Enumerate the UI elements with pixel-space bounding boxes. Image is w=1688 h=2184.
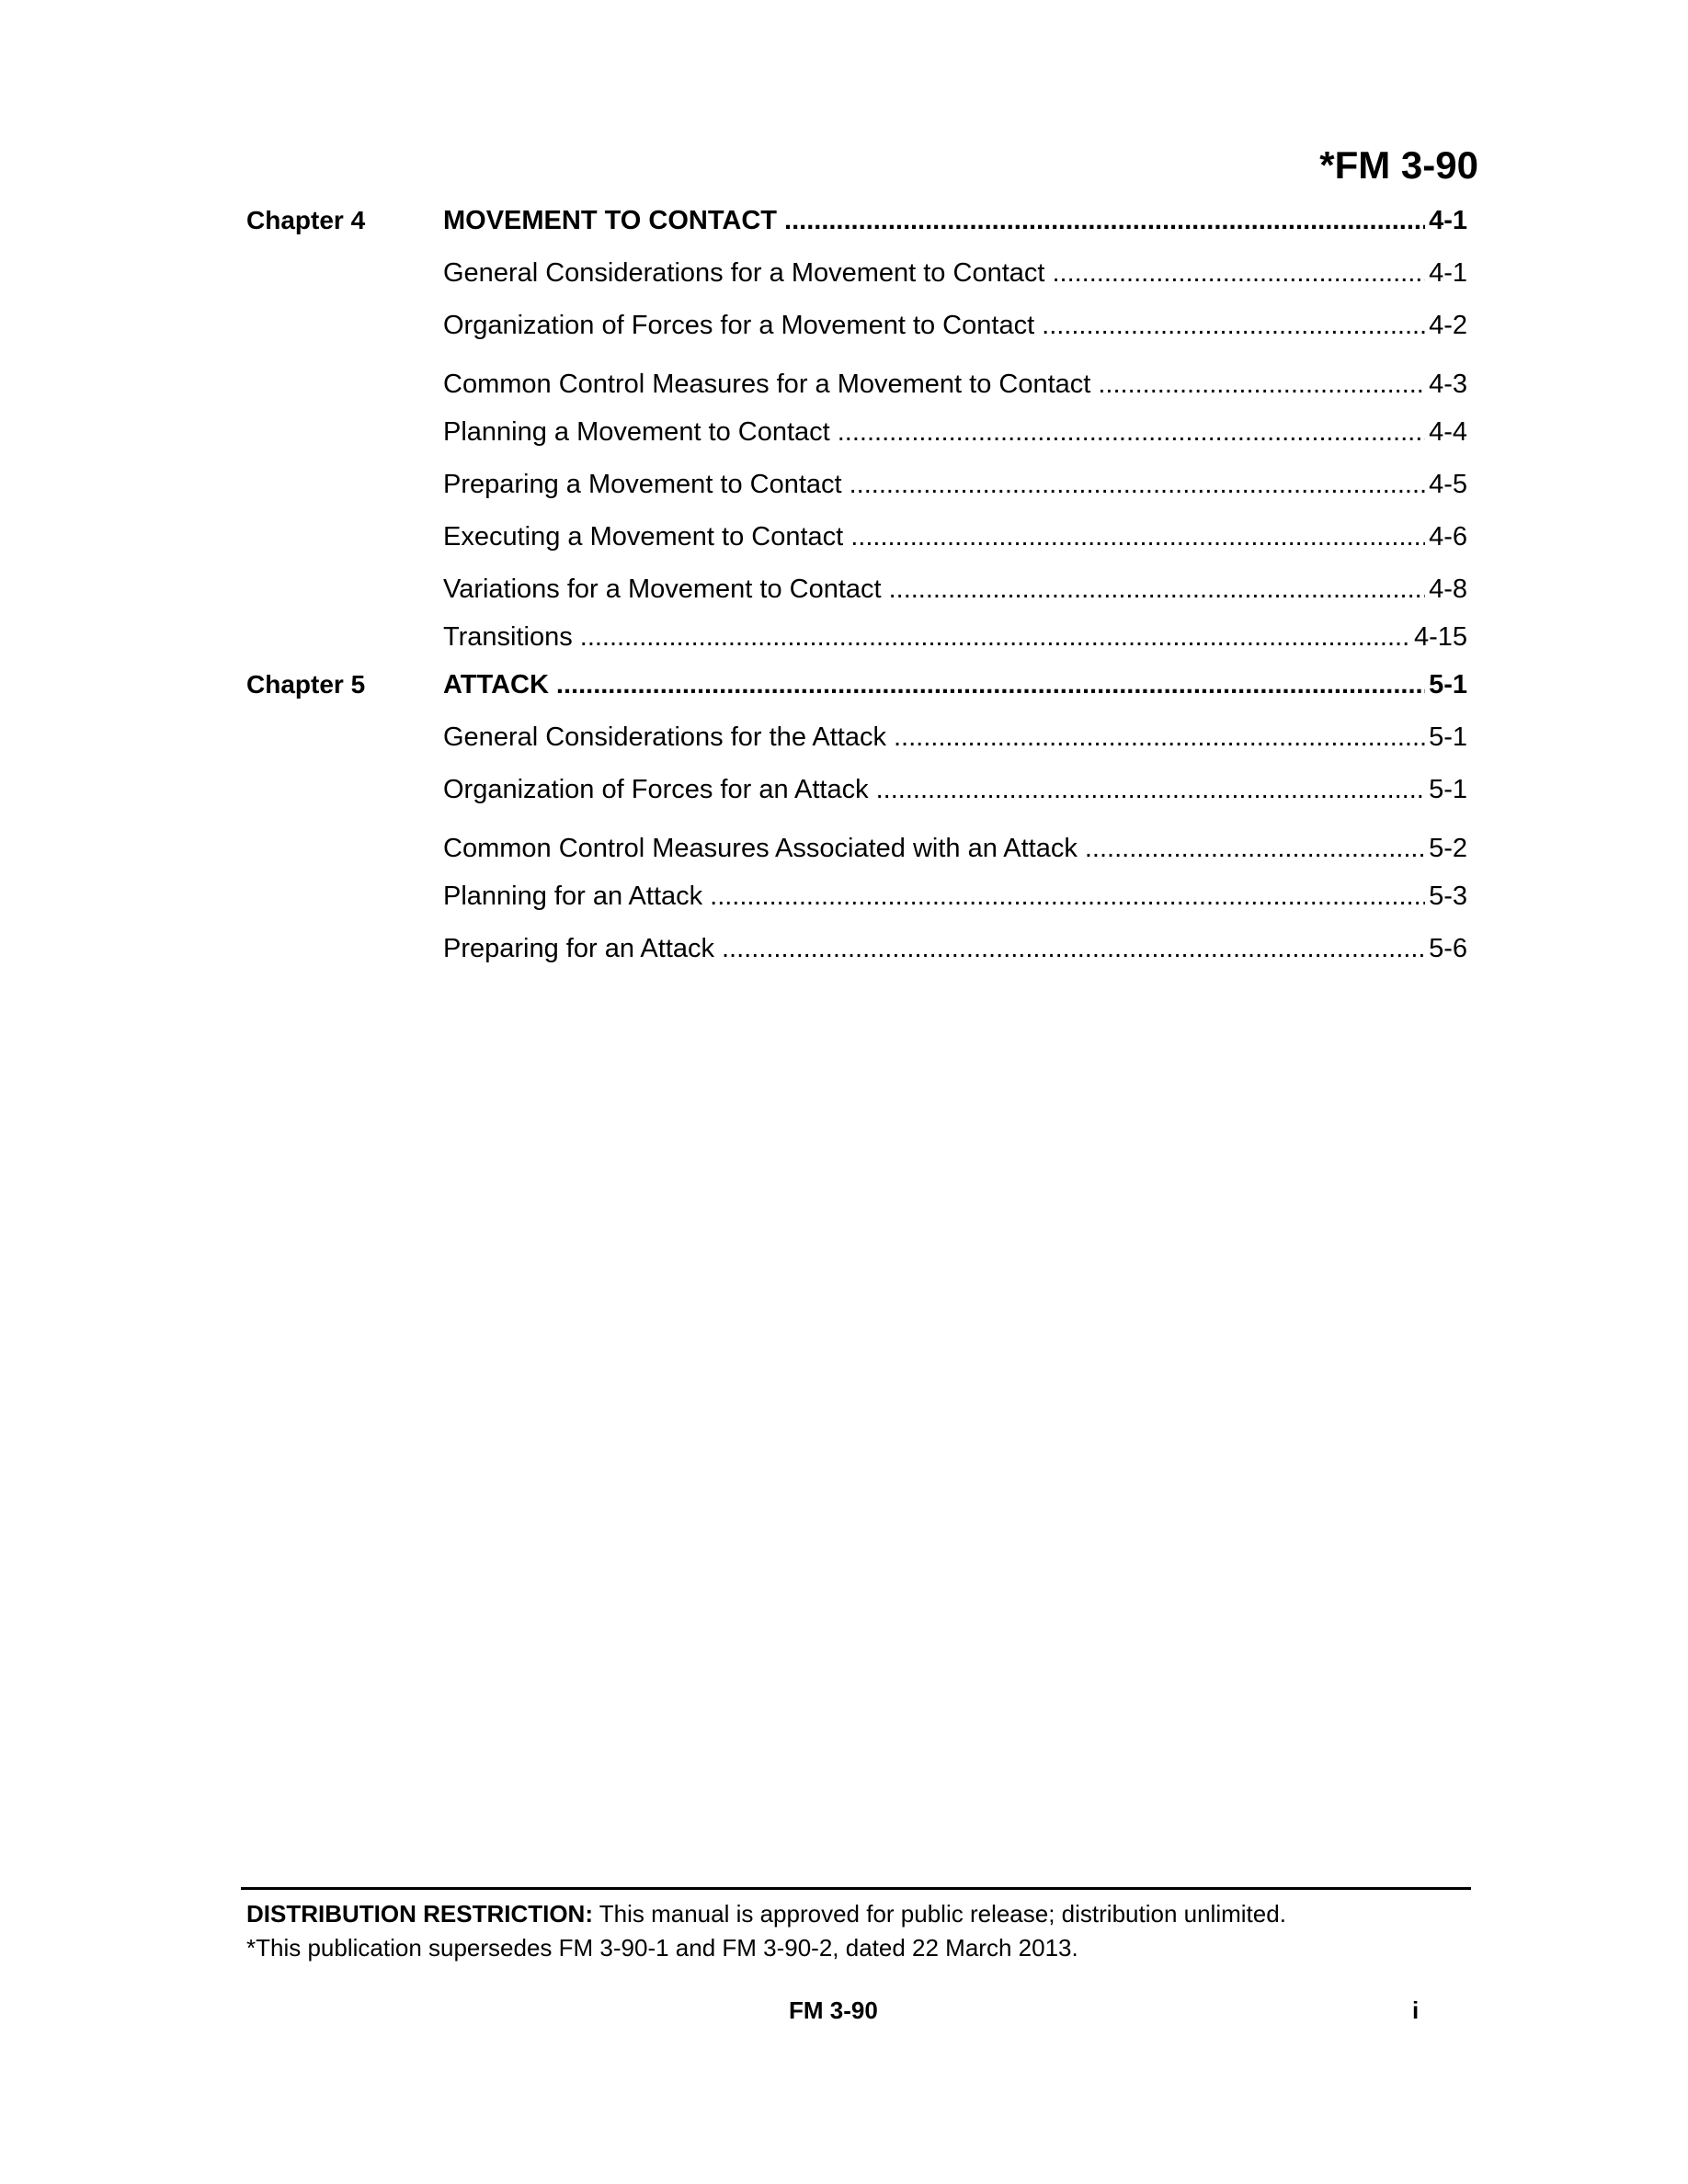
dot-leader <box>838 414 1425 450</box>
toc-section-row[interactable] <box>0 414 1688 450</box>
toc-section-row[interactable] <box>0 719 1688 756</box>
page-ref: 5-6 <box>1429 934 1467 963</box>
section-title: Organization of Forces for a Movement to Contact <box>443 311 1035 340</box>
dot-leader <box>889 571 1426 608</box>
toc-section-row[interactable] <box>0 307 1688 344</box>
page-ref: 4-5 <box>1429 470 1467 499</box>
toc-entry[interactable] <box>443 366 1467 403</box>
toc-entry[interactable] <box>443 771 1467 808</box>
section-title: Planning a Movement to Contact <box>443 417 830 447</box>
toc-entry[interactable] <box>443 518 1467 555</box>
page-ref: 4-6 <box>1429 522 1467 552</box>
chapter-label: Chapter 4 <box>246 206 366 234</box>
section-title: Transitions <box>443 622 573 652</box>
supersedes-note: *This publication supersedes FM 3-90-1 and FM 3-90-2, dated 22 March 2013. <box>246 1934 1078 1962</box>
page-ref: 4-1 <box>1429 206 1467 235</box>
toc-entry[interactable] <box>443 255 1467 291</box>
dot-leader <box>722 930 1425 967</box>
toc-entry[interactable] <box>443 719 1467 756</box>
toc-entry[interactable] <box>443 830 1467 867</box>
toc-section-row[interactable] <box>0 878 1688 915</box>
toc-section-row[interactable] <box>0 466 1688 503</box>
table-of-contents <box>0 0 1688 1011</box>
toc-entry[interactable] <box>443 202 1467 239</box>
toc-section-row[interactable] <box>0 830 1688 867</box>
page-ref: 5-1 <box>1429 670 1467 700</box>
section-title: Preparing for an Attack <box>443 934 714 963</box>
section-title: Planning for an Attack <box>443 882 703 911</box>
distribution-label: DISTRIBUTION RESTRICTION: <box>246 1900 593 1928</box>
toc-section-row[interactable] <box>0 571 1688 608</box>
page-ref: 4-3 <box>1429 370 1467 399</box>
dot-leader <box>894 719 1425 756</box>
dot-leader <box>784 202 1425 239</box>
toc-entry[interactable] <box>443 619 1467 655</box>
distribution-text: This manual is approved for public release; distribution unlimited. <box>593 1900 1286 1928</box>
document-id: *FM 3-90 <box>1319 143 1478 187</box>
page-ref: 4-2 <box>1429 311 1467 340</box>
chapter-title: ATTACK <box>443 670 549 700</box>
section-title: General Considerations for the Attack <box>443 722 886 752</box>
toc-entry[interactable] <box>443 466 1467 503</box>
page-ref: 4-1 <box>1429 258 1467 288</box>
section-title: Organization of Forces for an Attack <box>443 775 869 804</box>
distribution-restriction <box>246 1897 1286 1930</box>
toc-chapter-row[interactable] <box>0 666 1688 703</box>
section-title: Common Control Measures Associated with an Attack <box>443 834 1078 863</box>
dot-leader <box>556 666 1425 703</box>
footer-document-id: FM 3-90 <box>789 1996 878 2024</box>
dot-leader <box>710 878 1425 915</box>
dot-leader <box>850 518 1425 555</box>
toc-chapter-row[interactable] <box>0 202 1688 239</box>
toc-section-row[interactable] <box>0 771 1688 808</box>
page-ref: 5-1 <box>1429 775 1467 804</box>
section-title: Variations for a Movement to Contact <box>443 574 882 604</box>
page-ref: 4-8 <box>1429 574 1467 604</box>
dot-leader <box>876 771 1425 808</box>
dot-leader <box>580 619 1410 655</box>
toc-entry[interactable] <box>443 878 1467 915</box>
section-title: Executing a Movement to Contact <box>443 522 844 552</box>
dot-leader <box>1085 830 1425 867</box>
chapter-title: MOVEMENT TO CONTACT <box>443 206 778 235</box>
toc-section-row[interactable] <box>0 619 1688 655</box>
page-ref: 5-3 <box>1429 882 1467 911</box>
page-ref: 5-2 <box>1429 834 1467 863</box>
footnote-divider <box>241 1887 1471 1890</box>
toc-section-row[interactable] <box>0 930 1688 967</box>
section-title: Common Control Measures for a Movement to Contact <box>443 370 1091 399</box>
toc-entry[interactable] <box>443 414 1467 450</box>
toc-section-row[interactable] <box>0 255 1688 291</box>
page-ref: 4-4 <box>1429 417 1467 447</box>
page-ref: 5-1 <box>1429 722 1467 752</box>
toc-entry[interactable] <box>443 571 1467 608</box>
dot-leader <box>1052 255 1425 291</box>
dot-leader <box>1042 307 1425 344</box>
footer-page-number: i <box>1412 1996 1420 2024</box>
section-title: General Considerations for a Movement to Contact <box>443 258 1045 288</box>
toc-section-row[interactable] <box>0 518 1688 555</box>
chapter-label: Chapter 5 <box>246 670 366 699</box>
dot-leader <box>850 466 1425 503</box>
toc-entry[interactable] <box>443 307 1467 344</box>
toc-section-row[interactable] <box>0 366 1688 403</box>
toc-entry[interactable] <box>443 666 1467 703</box>
dot-leader <box>1098 366 1425 403</box>
section-title: Preparing a Movement to Contact <box>443 470 842 499</box>
toc-entry[interactable] <box>443 930 1467 967</box>
page-ref: 4-15 <box>1413 622 1467 652</box>
